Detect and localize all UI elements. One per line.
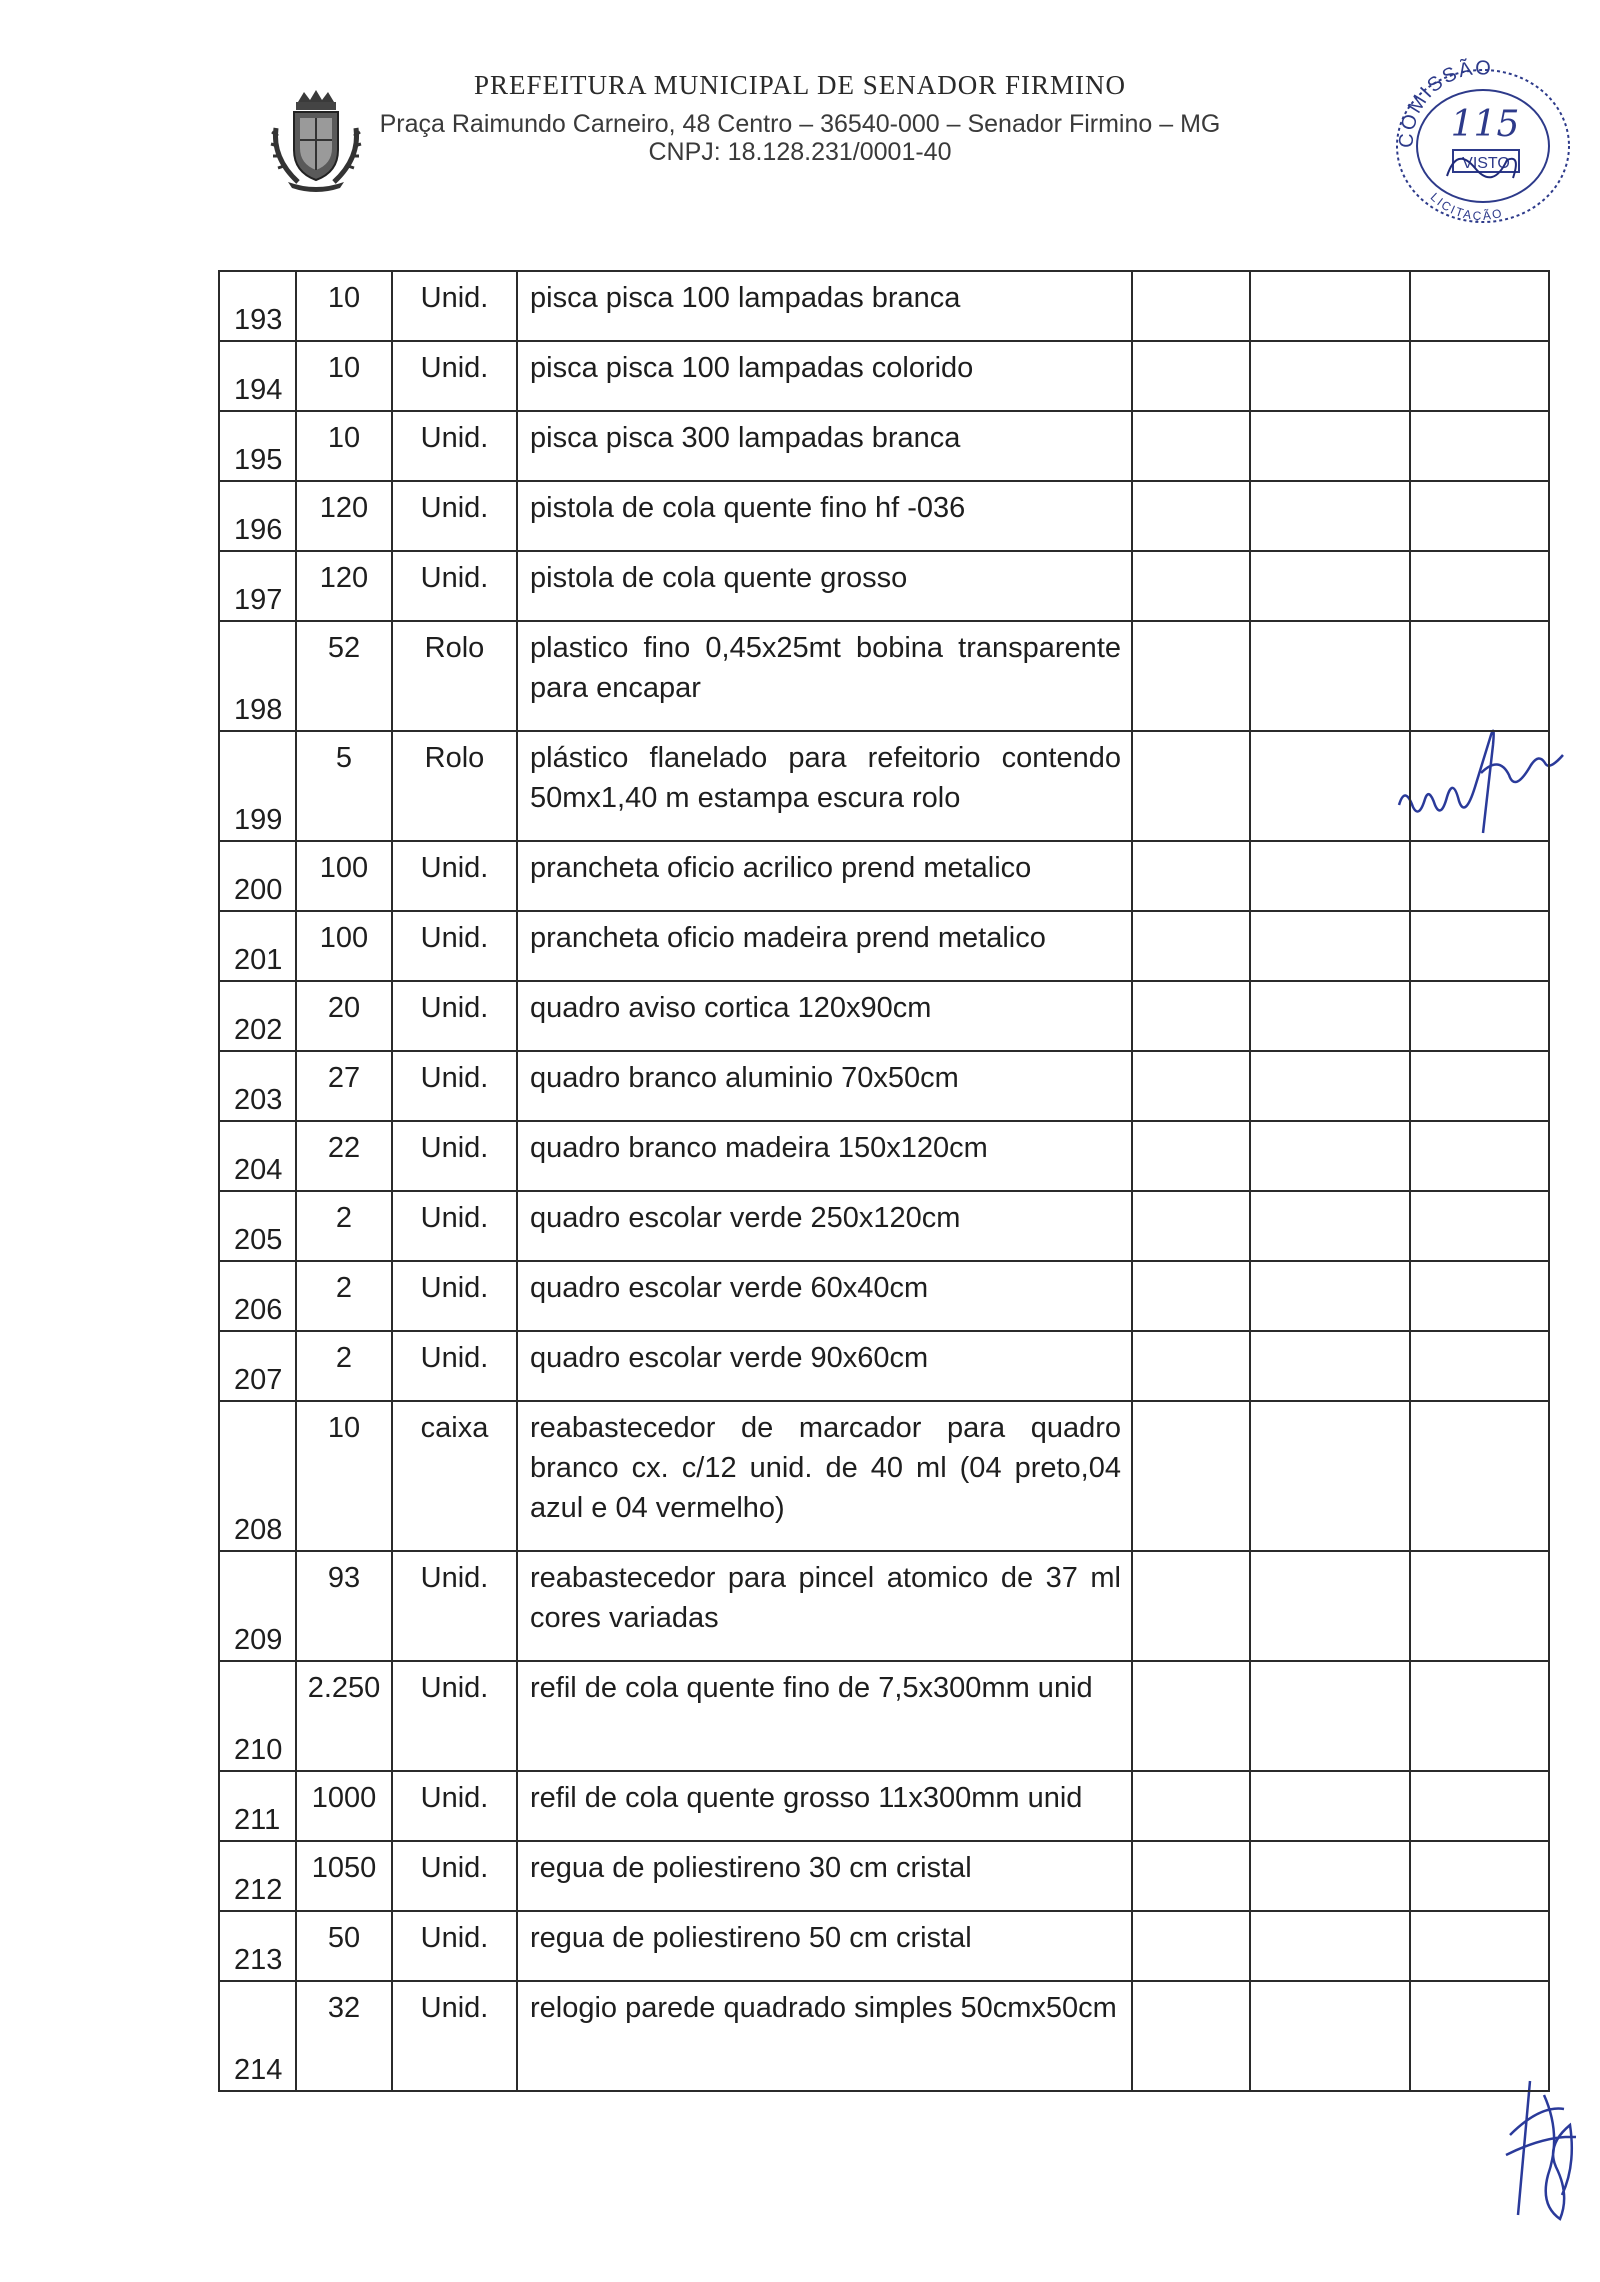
blank-cell-2 <box>1250 1191 1410 1261</box>
unit-cell: Unid. <box>392 1051 517 1121</box>
blank-cell-2 <box>1250 411 1410 481</box>
blank-cell-3 <box>1410 1191 1549 1261</box>
item-number-cell: 205 <box>219 1191 296 1261</box>
blank-cell-2 <box>1250 1401 1410 1551</box>
item-number-cell: 201 <box>219 911 296 981</box>
unit-cell: Unid. <box>392 981 517 1051</box>
quantity-cell: 22 <box>296 1121 392 1191</box>
unit-cell: Unid. <box>392 841 517 911</box>
blank-cell-3 <box>1410 1841 1549 1911</box>
unit-cell: Unid. <box>392 1551 517 1661</box>
blank-cell-1 <box>1132 551 1250 621</box>
blank-cell-2 <box>1250 1981 1410 2091</box>
blank-cell-3 <box>1410 551 1549 621</box>
item-number-cell: 199 <box>219 731 296 841</box>
description-cell: quadro escolar verde 250x120cm <box>517 1191 1132 1261</box>
stamp-top-text: COMISSÃO <box>1395 58 1494 149</box>
item-number-cell: 203 <box>219 1051 296 1121</box>
item-number-cell: 202 <box>219 981 296 1051</box>
items-table <box>218 270 1550 2092</box>
blank-cell-1 <box>1132 1051 1250 1121</box>
blank-cell-2 <box>1250 1841 1410 1911</box>
blank-cell-1 <box>1132 1911 1250 1981</box>
quantity-cell: 10 <box>296 1401 392 1551</box>
description-cell: regua de poliestireno 50 cm cristal <box>517 1911 1132 1981</box>
blank-cell-3 <box>1410 731 1549 841</box>
unit-cell: Unid. <box>392 1191 517 1261</box>
blank-cell-1 <box>1132 1981 1250 2091</box>
blank-cell-2 <box>1250 1261 1410 1331</box>
stamp-visto: VISTO <box>1462 155 1510 172</box>
blank-cell-3 <box>1410 1401 1549 1551</box>
unit-cell: Rolo <box>392 731 517 841</box>
table-row <box>219 411 1549 481</box>
table-row <box>219 1551 1549 1661</box>
unit-cell: Unid. <box>392 1121 517 1191</box>
description-cell: reabastecedor de marcador para quadro branco cx. c/12 unid. de 40 ml (04 preto,04 azul e 04 vermelho) <box>517 1401 1132 1551</box>
blank-cell-3 <box>1410 841 1549 911</box>
quantity-cell: 5 <box>296 731 392 841</box>
blank-cell-3 <box>1410 911 1549 981</box>
blank-cell-1 <box>1132 1121 1250 1191</box>
item-number-cell: 193 <box>219 271 296 341</box>
blank-cell-1 <box>1132 1771 1250 1841</box>
description-cell: plástico flanelado para refeitorio contendo 50mx1,40 m estampa escura rolo <box>517 731 1132 841</box>
item-number-cell: 213 <box>219 1911 296 1981</box>
description-cell: quadro aviso cortica 120x90cm <box>517 981 1132 1051</box>
table-row <box>219 1051 1549 1121</box>
blank-cell-1 <box>1132 841 1250 911</box>
header-cnpj: CNPJ: 18.128.231/0001-40 <box>648 138 952 166</box>
unit-cell: Unid. <box>392 1771 517 1841</box>
table-row <box>219 1981 1549 2091</box>
table-row <box>219 1841 1549 1911</box>
quantity-cell: 100 <box>296 911 392 981</box>
item-number-cell: 214 <box>219 1981 296 2091</box>
table-row <box>219 1121 1549 1191</box>
description-cell: quadro escolar verde 90x60cm <box>517 1331 1132 1401</box>
blank-cell-2 <box>1250 981 1410 1051</box>
blank-cell-3 <box>1410 621 1549 731</box>
blank-cell-2 <box>1250 621 1410 731</box>
blank-cell-1 <box>1132 1661 1250 1771</box>
item-number-cell: 206 <box>219 1261 296 1331</box>
signature-rubric <box>1500 2075 1585 2225</box>
table-row <box>219 621 1549 731</box>
unit-cell: Unid. <box>392 341 517 411</box>
blank-cell-2 <box>1250 841 1410 911</box>
table-row <box>219 1661 1549 1771</box>
blank-cell-3 <box>1410 1051 1549 1121</box>
item-number-cell: 198 <box>219 621 296 731</box>
quantity-cell: 1050 <box>296 1841 392 1911</box>
items-table-body <box>219 271 1549 2091</box>
blank-cell-1 <box>1132 1841 1250 1911</box>
quantity-cell: 10 <box>296 341 392 411</box>
blank-cell-3 <box>1410 1981 1549 2091</box>
unit-cell: Unid. <box>392 1841 517 1911</box>
commission-stamp <box>1385 58 1575 228</box>
description-cell: pistola de cola quente fino hf -036 <box>517 481 1132 551</box>
header-address: Praça Raimundo Carneiro, 48 Centro – 36540-000 – Senador Firmino – MG <box>379 110 1221 138</box>
unit-cell: Unid. <box>392 1981 517 2091</box>
blank-cell-2 <box>1250 551 1410 621</box>
quantity-cell: 120 <box>296 481 392 551</box>
description-cell: reabastecedor para pincel atomico de 37 ml cores variadas <box>517 1551 1132 1661</box>
blank-cell-3 <box>1410 1121 1549 1191</box>
blank-cell-2 <box>1250 341 1410 411</box>
item-number-cell: 204 <box>219 1121 296 1191</box>
description-cell: pisca pisca 300 lampadas branca <box>517 411 1132 481</box>
svg-text:LICITAÇÃO <box>1428 190 1505 223</box>
blank-cell-1 <box>1132 621 1250 731</box>
quantity-cell: 10 <box>296 271 392 341</box>
item-number-cell: 200 <box>219 841 296 911</box>
unit-cell: Unid. <box>392 1331 517 1401</box>
quantity-cell: 2.250 <box>296 1661 392 1771</box>
blank-cell-2 <box>1250 1121 1410 1191</box>
description-cell: prancheta oficio acrilico prend metalico <box>517 841 1132 911</box>
description-cell: quadro branco madeira 150x120cm <box>517 1121 1132 1191</box>
description-cell: refil de cola quente grosso 11x300mm unid <box>517 1771 1132 1841</box>
blank-cell-1 <box>1132 341 1250 411</box>
blank-cell-3 <box>1410 1551 1549 1661</box>
blank-cell-1 <box>1132 731 1250 841</box>
quantity-cell: 1000 <box>296 1771 392 1841</box>
table-row <box>219 551 1549 621</box>
blank-cell-1 <box>1132 1401 1250 1551</box>
blank-cell-2 <box>1250 1771 1410 1841</box>
item-number-cell: 196 <box>219 481 296 551</box>
table-row <box>219 731 1549 841</box>
unit-cell: Unid. <box>392 271 517 341</box>
item-number-cell: 212 <box>219 1841 296 1911</box>
stamp-number: 115 <box>1450 104 1520 145</box>
blank-cell-1 <box>1132 411 1250 481</box>
blank-cell-3 <box>1410 981 1549 1051</box>
blank-cell-1 <box>1132 1551 1250 1661</box>
blank-cell-3 <box>1410 1661 1549 1771</box>
blank-cell-2 <box>1250 271 1410 341</box>
blank-cell-2 <box>1250 1911 1410 1981</box>
unit-cell: Unid. <box>392 911 517 981</box>
description-cell: pisca pisca 100 lampadas colorido <box>517 341 1132 411</box>
table-row <box>219 1331 1549 1401</box>
quantity-cell: 2 <box>296 1331 392 1401</box>
unit-cell: Unid. <box>392 1261 517 1331</box>
description-cell: regua de poliestireno 30 cm cristal <box>517 1841 1132 1911</box>
table-row <box>219 1771 1549 1841</box>
quantity-cell: 32 <box>296 1981 392 2091</box>
item-number-cell: 209 <box>219 1551 296 1661</box>
description-cell: prancheta oficio madeira prend metalico <box>517 911 1132 981</box>
item-number-cell: 197 <box>219 551 296 621</box>
blank-cell-3 <box>1410 271 1549 341</box>
description-cell: plastico fino 0,45x25mt bobina transparente para encapar <box>517 621 1132 731</box>
unit-cell: Unid. <box>392 411 517 481</box>
blank-cell-1 <box>1132 481 1250 551</box>
blank-cell-3 <box>1410 1261 1549 1331</box>
description-cell: pistola de cola quente grosso <box>517 551 1132 621</box>
table-row <box>219 911 1549 981</box>
table-row <box>219 1191 1549 1261</box>
unit-cell: Rolo <box>392 621 517 731</box>
quantity-cell: 2 <box>296 1191 392 1261</box>
blank-cell-1 <box>1132 1331 1250 1401</box>
blank-cell-3 <box>1410 1911 1549 1981</box>
item-number-cell: 210 <box>219 1661 296 1771</box>
unit-cell: caixa <box>392 1401 517 1551</box>
table-row <box>219 981 1549 1051</box>
quantity-cell: 52 <box>296 621 392 731</box>
quantity-cell: 93 <box>296 1551 392 1661</box>
description-cell: quadro escolar verde 60x40cm <box>517 1261 1132 1331</box>
table-row <box>219 341 1549 411</box>
blank-cell-1 <box>1132 271 1250 341</box>
unit-cell: Unid. <box>392 481 517 551</box>
description-cell: pisca pisca 100 lampadas branca <box>517 271 1132 341</box>
blank-cell-1 <box>1132 981 1250 1051</box>
quantity-cell: 10 <box>296 411 392 481</box>
table-row <box>219 271 1549 341</box>
blank-cell-2 <box>1250 911 1410 981</box>
blank-cell-2 <box>1250 731 1410 841</box>
blank-cell-2 <box>1250 1331 1410 1401</box>
blank-cell-3 <box>1410 1771 1549 1841</box>
stamp-bottom-text: LICITAÇÃO <box>1427 189 1505 224</box>
quantity-cell: 20 <box>296 981 392 1051</box>
description-cell: relogio parede quadrado simples 50cmx50cm <box>517 1981 1132 2091</box>
header-title: PREFEITURA MUNICIPAL DE SENADOR FIRMINO <box>473 70 1127 100</box>
description-cell: quadro branco aluminio 70x50cm <box>517 1051 1132 1121</box>
blank-cell-3 <box>1410 481 1549 551</box>
item-number-cell: 195 <box>219 411 296 481</box>
blank-cell-1 <box>1132 1261 1250 1331</box>
quantity-cell: 120 <box>296 551 392 621</box>
blank-cell-3 <box>1410 411 1549 481</box>
blank-cell-2 <box>1250 1661 1410 1771</box>
item-number-cell: 208 <box>219 1401 296 1551</box>
unit-cell: Unid. <box>392 1661 517 1771</box>
item-number-cell: 207 <box>219 1331 296 1401</box>
quantity-cell: 27 <box>296 1051 392 1121</box>
table-row <box>219 1401 1549 1551</box>
unit-cell: Unid. <box>392 551 517 621</box>
table-row <box>219 1911 1549 1981</box>
blank-cell-1 <box>1132 911 1250 981</box>
table-row <box>219 481 1549 551</box>
quantity-cell: 100 <box>296 841 392 911</box>
blank-cell-3 <box>1410 341 1549 411</box>
item-number-cell: 194 <box>219 341 296 411</box>
table-row <box>219 1261 1549 1331</box>
blank-cell-3 <box>1410 1331 1549 1401</box>
blank-cell-2 <box>1250 1051 1410 1121</box>
unit-cell: Unid. <box>392 1911 517 1981</box>
quantity-cell: 2 <box>296 1261 392 1331</box>
description-cell: refil de cola quente fino de 7,5x300mm unid <box>517 1661 1132 1771</box>
quantity-cell: 50 <box>296 1911 392 1981</box>
item-number-cell: 211 <box>219 1771 296 1841</box>
blank-cell-1 <box>1132 1191 1250 1261</box>
blank-cell-2 <box>1250 481 1410 551</box>
table-row <box>219 841 1549 911</box>
blank-cell-2 <box>1250 1551 1410 1661</box>
